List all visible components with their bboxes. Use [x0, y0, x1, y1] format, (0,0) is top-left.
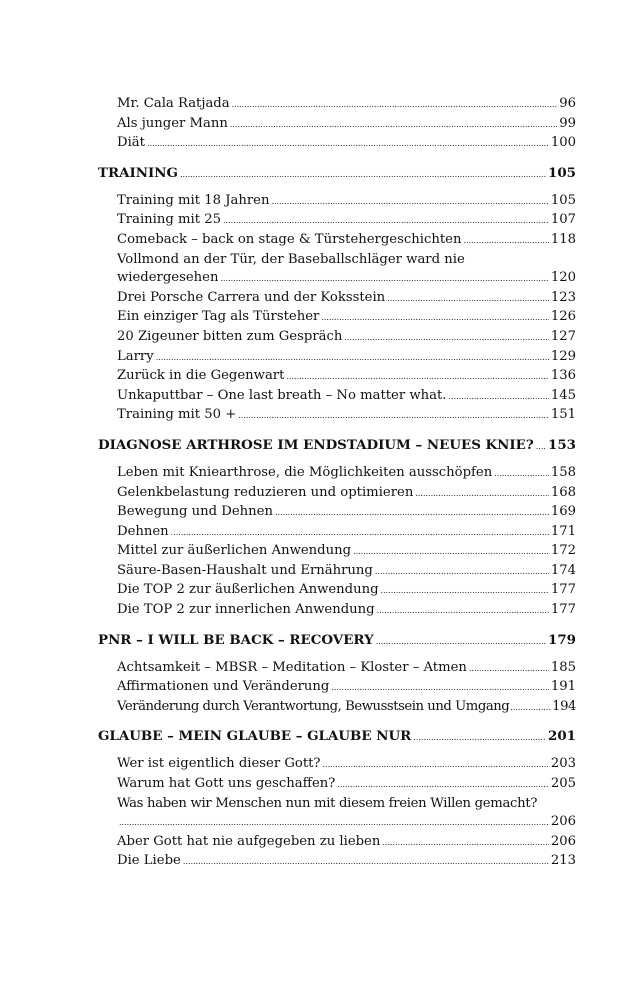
toc-entry: Mittel zur äußerlichen Anwendung ..... 172	[98, 542, 576, 562]
chapter-heading-glaube: GLAUBE – MEIN GLAUBE – GLAUBE NUR ..... 201	[98, 727, 576, 747]
toc-entry: 20 Zigeuner bitten zum Gespräch ..... 127	[98, 328, 576, 348]
toc-entry-wrapped-line: Vollmond an der Tür, der Baseballschläger ward nie	[117, 251, 465, 267]
entry-title: Als junger Mann	[117, 115, 228, 131]
toc-entry: ..... 206	[98, 813, 576, 833]
toc-entry: Zurück in die Gegenwart ..... 136	[98, 367, 576, 387]
toc-entry	[98, 115, 576, 135]
toc-entry: Larry ..... 129	[98, 348, 576, 368]
chapter-heading-training: TRAINING ..... 105	[98, 164, 576, 184]
toc-entry: Gelenkbelastung reduzieren und optimieren ..... 168	[98, 484, 576, 504]
chapter-heading-diagnose: DIAGNOSE ARTHROSE IM ENDSTADIUM – NEUES KNIE? ..... 153	[98, 436, 576, 456]
entry-page: 100	[550, 135, 576, 151]
toc-entry: Aber Gott hat nie aufgegeben zu lieben ..... 206	[98, 833, 576, 853]
toc-entry: Säure-Basen-Haushalt und Ernährung ..... 174	[98, 562, 576, 582]
toc-entry: Training mit 18 Jahren ..... 105	[98, 192, 576, 212]
toc-entry	[98, 95, 576, 115]
toc-entry-wrapped-line: Was haben wir Menschen nun mit diesem freien Willen gemacht?	[117, 795, 538, 811]
toc-entry: wiedergesehen ..... 120	[98, 269, 576, 289]
toc-entry: Drei Porsche Carrera und der Koksstein ..... 123	[98, 289, 576, 309]
toc-entry: Leben mit Kniearthrose, die Möglichkeiten ausschöpfen ..... 158	[98, 464, 576, 484]
toc-entry: Warum hat Gott uns geschaffen? ..... 205	[98, 775, 576, 795]
toc-entry: Achtsamkeit – MBSR – Meditation – Kloster – Atmen ..... 185	[98, 659, 576, 679]
toc-entry: Training mit 50 + ..... 151	[98, 406, 576, 426]
entry-page: 99	[559, 115, 576, 131]
toc-entry: Affirmationen und Veränderung ..... 191	[98, 678, 576, 698]
toc-entry: Veränderung durch Verantwortung, Bewusstsein und Umgang ..... 194	[98, 698, 576, 718]
toc-entry: Die TOP 2 zur innerlichen Anwendung ..... 177	[98, 601, 576, 621]
toc-entry: Unkaputtbar – One last breath – No matter what. ..... 145	[98, 387, 576, 407]
toc-entry: Ein einziger Tag als Türsteher ..... 126	[98, 308, 576, 328]
toc-entry: Die TOP 2 zur äußerlichen Anwendung ..... 177	[98, 581, 576, 601]
chapter-heading-pnr: PNR – I WILL BE BACK – RECOVERY ..... 179	[98, 631, 576, 651]
entry-title: Mr. Cala Ratjada	[117, 96, 230, 111]
toc-entry: Bewegung und Dehnen ..... 169	[98, 503, 576, 523]
toc-entry	[98, 134, 576, 154]
toc-entry: Die Liebe ..... 213	[98, 852, 576, 872]
table-of-contents	[98, 95, 576, 872]
entry-title: Diät	[117, 135, 145, 151]
entry-page: 96	[559, 96, 576, 111]
toc-entry: Comeback – back on stage & Türstehergeschichten ..... 118	[98, 231, 576, 251]
toc-entry: Training mit 25 ..... 107	[98, 211, 576, 231]
toc-entry: Wer ist eigentlich dieser Gott? ..... 203	[98, 755, 576, 775]
toc-entry: Dehnen ..... 171	[98, 523, 576, 543]
